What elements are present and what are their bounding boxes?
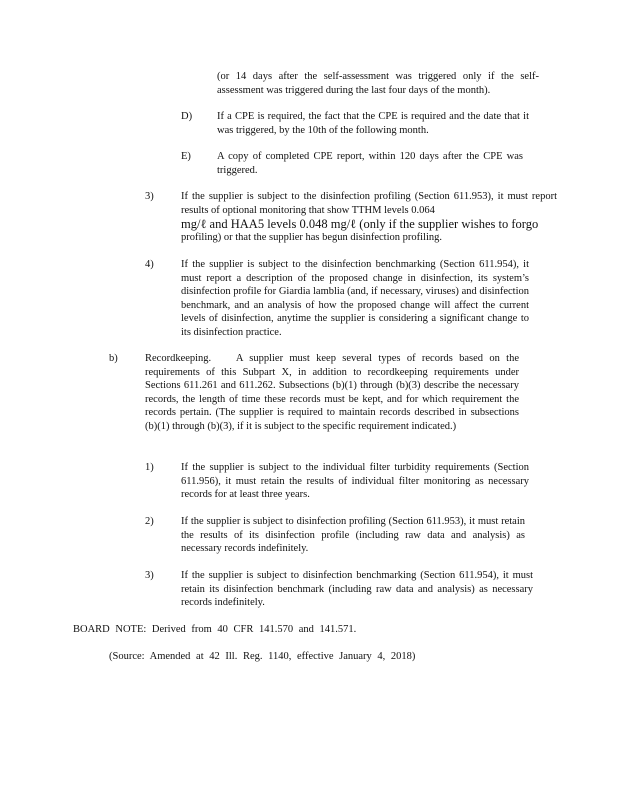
item-b1-marker: 1) (145, 462, 154, 473)
item-d-marker: D) (181, 111, 193, 122)
subsection-b-marker: b) (109, 353, 118, 364)
item-3-text-b: mg/ℓ and HAA5 levels 0.048 mg/ℓ (only if the supplier wishes to forgo (181, 217, 539, 232)
item-b1-text: If the supplier is subject to the individual filter turbidity requirements (Section 611.956), it must retain the results of individual filter monitoring as necessary records for at least three years. (181, 462, 529, 501)
item-3-text-c: profiling) or that the supplier has begun disinfection profiling. (181, 232, 442, 244)
recordkeeping-text: A supplier must keep several types of records based on the requirements of this Subpart X, in addition to recordkeeping requirements under Sections 611.261 and 611.262. Subsections (b)(1) through (b)(3) describe the necessary records, the length of time these records must be kept, and for which requirement the records pertain. (The supplier is required to maintain records described in subsections (b)(1) through (b)(3), if it is subject to the specific requirement indicated.) (145, 353, 519, 432)
recordkeeping-heading: Recordkeeping. (145, 353, 212, 364)
source-note: (Source: Amended at 42 Ill. Reg. 1140, effective January 4, 2018) (109, 651, 416, 662)
item-e-marker: E) (181, 151, 191, 162)
item-b2-text: If the supplier is subject to disinfection profiling (Section 611.953), it must retain the results of its disinfection profile (including raw data and analysis) as necessary records indefinitely. (181, 516, 525, 555)
subsection-b-block (145, 352, 519, 434)
item-3-block (181, 190, 557, 245)
item-d-text: If a CPE is required, the fact that the CPE is required and the date that it was triggered, by the 10th of the following month. (217, 111, 529, 136)
item-b3-marker: 3) (145, 570, 154, 581)
continuation-text: (or 14 days after the self-assessment was triggered only if the self-assessment was triggered during the last four days of the month). (217, 71, 539, 96)
item-e-text: A copy of completed CPE report, within 120 days after the CPE was triggered. (217, 151, 523, 176)
item-4-marker: 4) (145, 259, 154, 270)
item-b3-text: If the supplier is subject to disinfection benchmarking (Section 611.954), it must retain its disinfection benchmark (including raw data and analysis) as necessary records indefinitely. (181, 570, 533, 609)
item-b2-marker: 2) (145, 516, 154, 527)
item-3-marker: 3) (145, 191, 154, 202)
item-3-text-a: If the supplier is subject to the disinfection profiling (Section 611.953), it must report results of optional monitoring that show TTHM levels 0.064 (181, 191, 557, 216)
item-4-text: If the supplier is subject to the disinfection benchmarking (Section 611.954), it must report a description of the proposed change in disinfection, its system’s disinfection profile for Giardia lamblia (and, if necessary, viruses) and disinfection benchmark, and an analysis of how the proposed change will affect the current levels of disinfection, anytime the supplier is considering a significant change to its disinfection practice. (181, 259, 529, 338)
board-note: BOARD NOTE: Derived from 40 CFR 141.570 and 141.571. (73, 624, 357, 635)
